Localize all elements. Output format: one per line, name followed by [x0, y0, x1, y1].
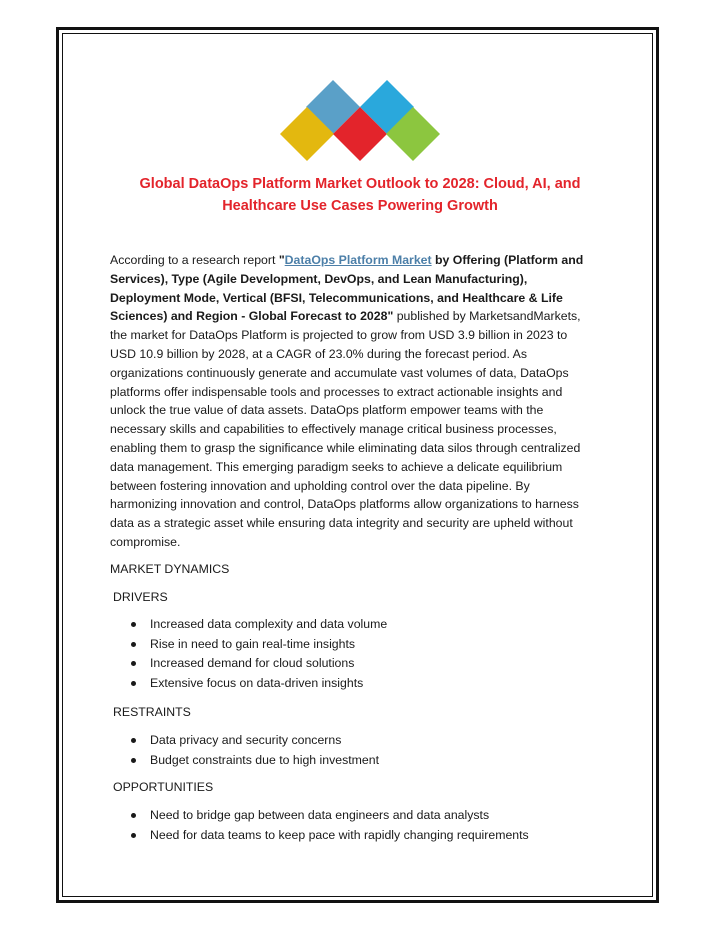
title-line-2: Healthcare Use Cases Powering Growth	[222, 198, 498, 214]
title-line-1: Global DataOps Platform Market Outlook to 2028: Cloud, AI, and	[139, 176, 581, 192]
body-line: platforms offer indispensable tools and processes to extract actionable insights and	[110, 384, 563, 399]
drivers-heading: DRIVERS	[113, 590, 168, 604]
market-dynamics-heading: MARKET DYNAMICS	[110, 562, 230, 576]
list-item: Rise in need to gain real-time insights	[130, 635, 387, 655]
list-item: Extensive focus on data-driven insights	[130, 674, 387, 694]
list-item: Increased demand for cloud solutions	[130, 654, 387, 674]
body-line: organizations continuously generate and accumulate vast volumes of data, DataOps	[110, 365, 569, 380]
list-item: Data privacy and security concerns	[130, 731, 379, 751]
list-item: Budget constraints due to high investment	[130, 751, 379, 771]
intro-paragraph	[110, 251, 610, 552]
list-item: Need to bridge gap between data engineers and data analysts	[130, 806, 529, 826]
body-line: enabling them to grasp the significance while eliminating data silos through centralized	[110, 440, 581, 455]
body-line: unlock the true value of data assets. DataOps platform empower teams with the	[110, 403, 544, 418]
body-line: data management. This emerging paradigm seeks to achieve a delicate equilibrium	[110, 459, 563, 474]
body-line: harmonizing innovation and control, DataOps platforms allow organizations to harness	[110, 497, 579, 512]
list-item: Need for data teams to keep pace with rapidly changing requirements	[130, 826, 529, 846]
report-link[interactable]: DataOps Platform Market	[284, 253, 432, 267]
body-line: data as a strategic asset while ensuring data integrity and security are upheld without	[110, 516, 573, 531]
diamond-logo	[280, 80, 440, 180]
body-line: According to a research report "DataOps Platform Market by Offering (Platform and	[110, 253, 584, 267]
body-line: Deployment Mode, Vertical (BFSI, Telecommunications, and Healthcare & Life	[110, 290, 563, 305]
list-item: Increased data complexity and data volume	[130, 615, 387, 635]
body-line: Services), Type (Agile Development, DevOps, and Lean Manufacturing),	[110, 271, 528, 286]
body-line: between fostering innovation and upholding control over the data pipeline. By	[110, 478, 530, 493]
opportunities-list	[130, 806, 529, 845]
restraints-list	[130, 731, 379, 770]
body-line: compromise.	[110, 534, 181, 549]
body-line: necessary skills and capabilities to effectively manage critical business processes,	[110, 422, 557, 437]
opportunities-heading: OPPORTUNITIES	[113, 780, 214, 794]
body-line: Sciences) and Region - Global Forecast to 2028" published by MarketsandMarkets,	[110, 309, 581, 324]
page-title	[110, 173, 610, 217]
body-line: the market for DataOps Platform is projected to grow from USD 3.9 billion in 2023 to	[110, 328, 568, 343]
drivers-list	[130, 615, 387, 693]
body-line: USD 10.9 billion by 2028, at a CAGR of 23.0% during the forecast period. As	[110, 346, 527, 361]
restraints-heading: RESTRAINTS	[113, 705, 191, 719]
